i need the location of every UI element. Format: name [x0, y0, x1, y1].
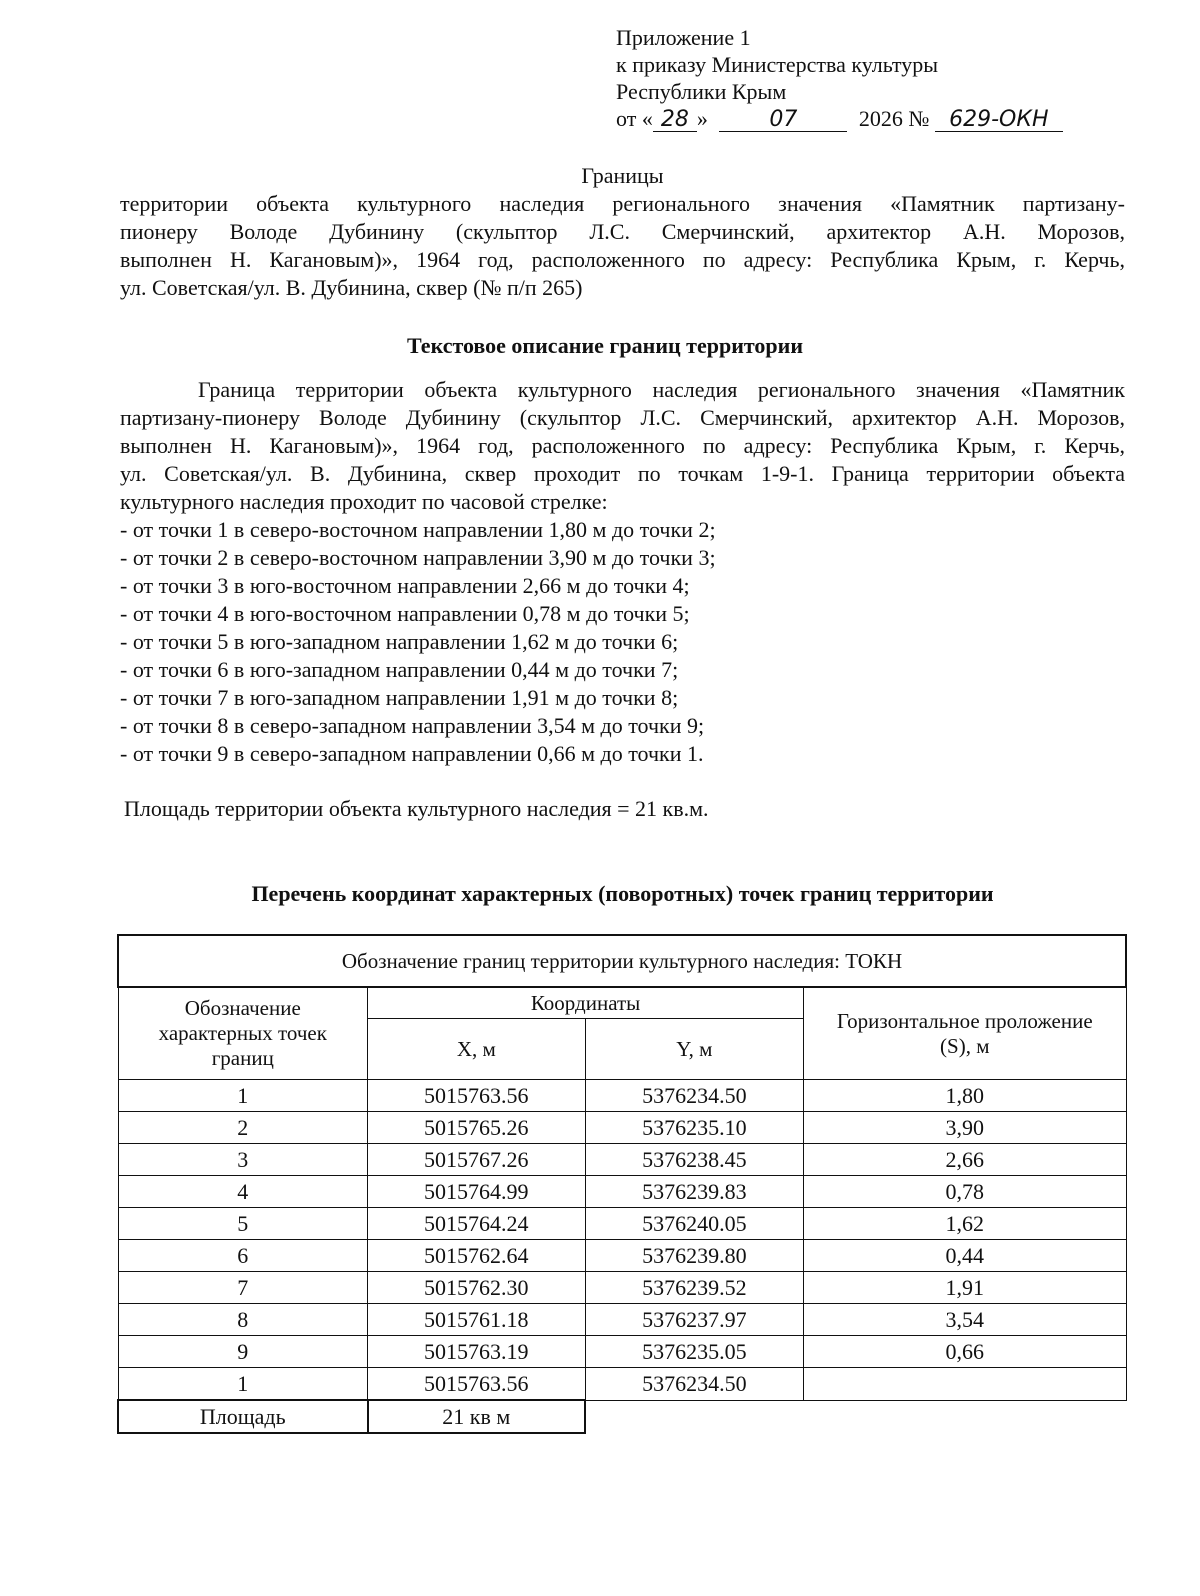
- table-row: [118, 1144, 1126, 1176]
- description-line-4: ул. Советская/ул. В. Дубинина, сквер проходит по точкам 1-9-1. Граница территории объекта: [120, 461, 1125, 486]
- cell-point: 6: [118, 1240, 368, 1272]
- list-item: - от точки 2 в северо-восточном направлении 3,90 м до точки 3;: [120, 545, 716, 570]
- coordinates-table: [117, 934, 1127, 1434]
- cell-point: 5: [118, 1208, 368, 1240]
- cell-point: 9: [118, 1336, 368, 1368]
- area-value: 21 кв м: [368, 1400, 586, 1433]
- description-line-1: Граница территории объекта культурного наследия регионального значения «Памятник: [198, 377, 1125, 402]
- cell-y: 5376238.45: [585, 1144, 804, 1176]
- cell-x: 5015762.30: [368, 1272, 586, 1304]
- date-year: 2026 №: [858, 106, 930, 131]
- cell-distance: 1,62: [804, 1208, 1126, 1240]
- date-month: 07: [719, 109, 847, 132]
- cell-distance: 0,78: [804, 1176, 1126, 1208]
- cell-y: 5376235.10: [585, 1112, 804, 1144]
- list-item: - от точки 8 в северо-западном направлении 3,54 м до точки 9;: [120, 713, 705, 738]
- cell-y: 5376237.97: [585, 1304, 804, 1336]
- cell-distance: 1,91: [804, 1272, 1126, 1304]
- list-item: - от точки 9 в северо-западном направлении 0,66 м до точки 1.: [120, 741, 704, 766]
- cell-x: 5015763.56: [368, 1080, 586, 1112]
- cell-y: 5376235.05: [585, 1336, 804, 1368]
- cell-x: 5015764.24: [368, 1208, 586, 1240]
- header-point: Обозначение характерных точек границ: [118, 987, 368, 1080]
- list-item: - от точки 6 в юго-западном направлении 0,44 м до точки 7;: [120, 657, 679, 682]
- republic-name: Республики Крым: [616, 79, 787, 104]
- title-line-4: ул. Советская/ул. В. Дубинина, сквер (№ п/п 265): [120, 275, 583, 300]
- cell-distance: 1,80: [804, 1080, 1126, 1112]
- table-row: [118, 1112, 1126, 1144]
- title-line-2: пионеру Володе Дубинину (скульптор Л.С. Смерчинский, архитектор А.Н. Морозов,: [120, 219, 1125, 244]
- cell-x: 5015763.19: [368, 1336, 586, 1368]
- cell-distance: 0,66: [804, 1336, 1126, 1368]
- order-date-line: [616, 105, 1063, 132]
- table-row: [118, 1240, 1126, 1272]
- cell-x: 5015767.26: [368, 1144, 586, 1176]
- date-prefix: от «: [616, 106, 653, 131]
- header-x: X, м: [368, 1019, 586, 1080]
- list-item: - от точки 4 в юго-восточном направлении 0,78 м до точки 5;: [120, 601, 690, 626]
- date-day: 28: [653, 109, 697, 132]
- date-mid: »: [696, 106, 708, 131]
- description-heading: Текстовое описание границ территории: [406, 333, 804, 358]
- table-row: [118, 1272, 1126, 1304]
- cell-y: 5376239.52: [585, 1272, 804, 1304]
- coords-heading: Перечень координат характерных (поворотных) точек границ территории: [251, 881, 994, 906]
- list-item: - от точки 1 в северо-восточном направлении 1,80 м до точки 2;: [120, 517, 716, 542]
- cell-y: 5376239.80: [585, 1240, 804, 1272]
- cell-x: 5015761.18: [368, 1304, 586, 1336]
- list-item: - от точки 3 в юго-восточном направлении 2,66 м до точки 4;: [120, 573, 690, 598]
- description-line-2: партизану-пионеру Володе Дубинину (скульптор Л.С. Смерчинский, архитектор А.Н. Морозов,: [120, 405, 1125, 430]
- cell-y: 5376234.50: [585, 1080, 804, 1112]
- cell-point: 2: [118, 1112, 368, 1144]
- cell-x: 5015762.64: [368, 1240, 586, 1272]
- title-line-1: территории объекта культурного наследия регионального значения «Памятник партизану-: [120, 191, 1125, 216]
- cell-y: 5376234.50: [585, 1368, 804, 1401]
- cell-distance: 0,44: [804, 1240, 1126, 1272]
- cell-y: 5376240.05: [585, 1208, 804, 1240]
- table-row: [118, 1208, 1126, 1240]
- table-row: [118, 1304, 1126, 1336]
- appendix-header: [616, 24, 1063, 132]
- description-line-3: выполнен Н. Кагановым)», 1964 год, расположенного по адресу: Республика Крым, г. Керчь,: [120, 433, 1125, 458]
- table-row: [118, 1176, 1126, 1208]
- table-row: [118, 1080, 1126, 1112]
- description-block: [120, 376, 1125, 768]
- order-number: 629-ОКН: [935, 109, 1063, 132]
- list-item: - от точки 7 в юго-западном направлении 1,91 м до точки 8;: [120, 685, 679, 710]
- cell-distance: 3,54: [804, 1304, 1126, 1336]
- title-heading: Границы: [581, 163, 664, 188]
- description-line-5: культурного наследия проходит по часовой стрелке:: [120, 489, 608, 514]
- list-item: - от точки 5 в юго-западном направлении 1,62 м до точки 6;: [120, 629, 679, 654]
- cell-point: 7: [118, 1272, 368, 1304]
- area-row: [118, 1400, 1126, 1433]
- cell-x: 5015765.26: [368, 1112, 586, 1144]
- cell-x: 5015763.56: [368, 1368, 586, 1401]
- appendix-number: Приложение 1: [616, 25, 751, 50]
- header-coordinates: Координаты: [368, 987, 804, 1019]
- table-title: Обозначение границ территории культурного наследия: ТОКН: [118, 935, 1126, 987]
- title-line-3: выполнен Н. Кагановым)», 1964 год, расположенного по адресу: Республика Крым, г. Керчь,: [120, 247, 1125, 272]
- cell-point: 8: [118, 1304, 368, 1336]
- cell-point: 4: [118, 1176, 368, 1208]
- order-reference: к приказу Министерства культуры: [616, 52, 939, 77]
- area-statement: Площадь территории объекта культурного наследия = 21 кв.м.: [124, 796, 709, 821]
- cell-point: 3: [118, 1144, 368, 1176]
- header-distance: Горизонтальное проложение (S), м: [804, 987, 1126, 1080]
- cell-distance: 3,90: [804, 1112, 1126, 1144]
- title-block: [120, 190, 1125, 302]
- cell-x: 5015764.99: [368, 1176, 586, 1208]
- cell-point: 1: [118, 1080, 368, 1112]
- header-y: Y, м: [585, 1019, 804, 1080]
- cell-distance: [804, 1368, 1126, 1401]
- cell-y: 5376239.83: [585, 1176, 804, 1208]
- empty-cell: [585, 1400, 804, 1433]
- table-row: [118, 1368, 1126, 1401]
- cell-point: 1: [118, 1368, 368, 1401]
- table-body: [118, 1080, 1126, 1434]
- area-label: Площадь: [118, 1400, 368, 1433]
- cell-distance: 2,66: [804, 1144, 1126, 1176]
- table-row: [118, 1336, 1126, 1368]
- empty-cell: [804, 1400, 1126, 1433]
